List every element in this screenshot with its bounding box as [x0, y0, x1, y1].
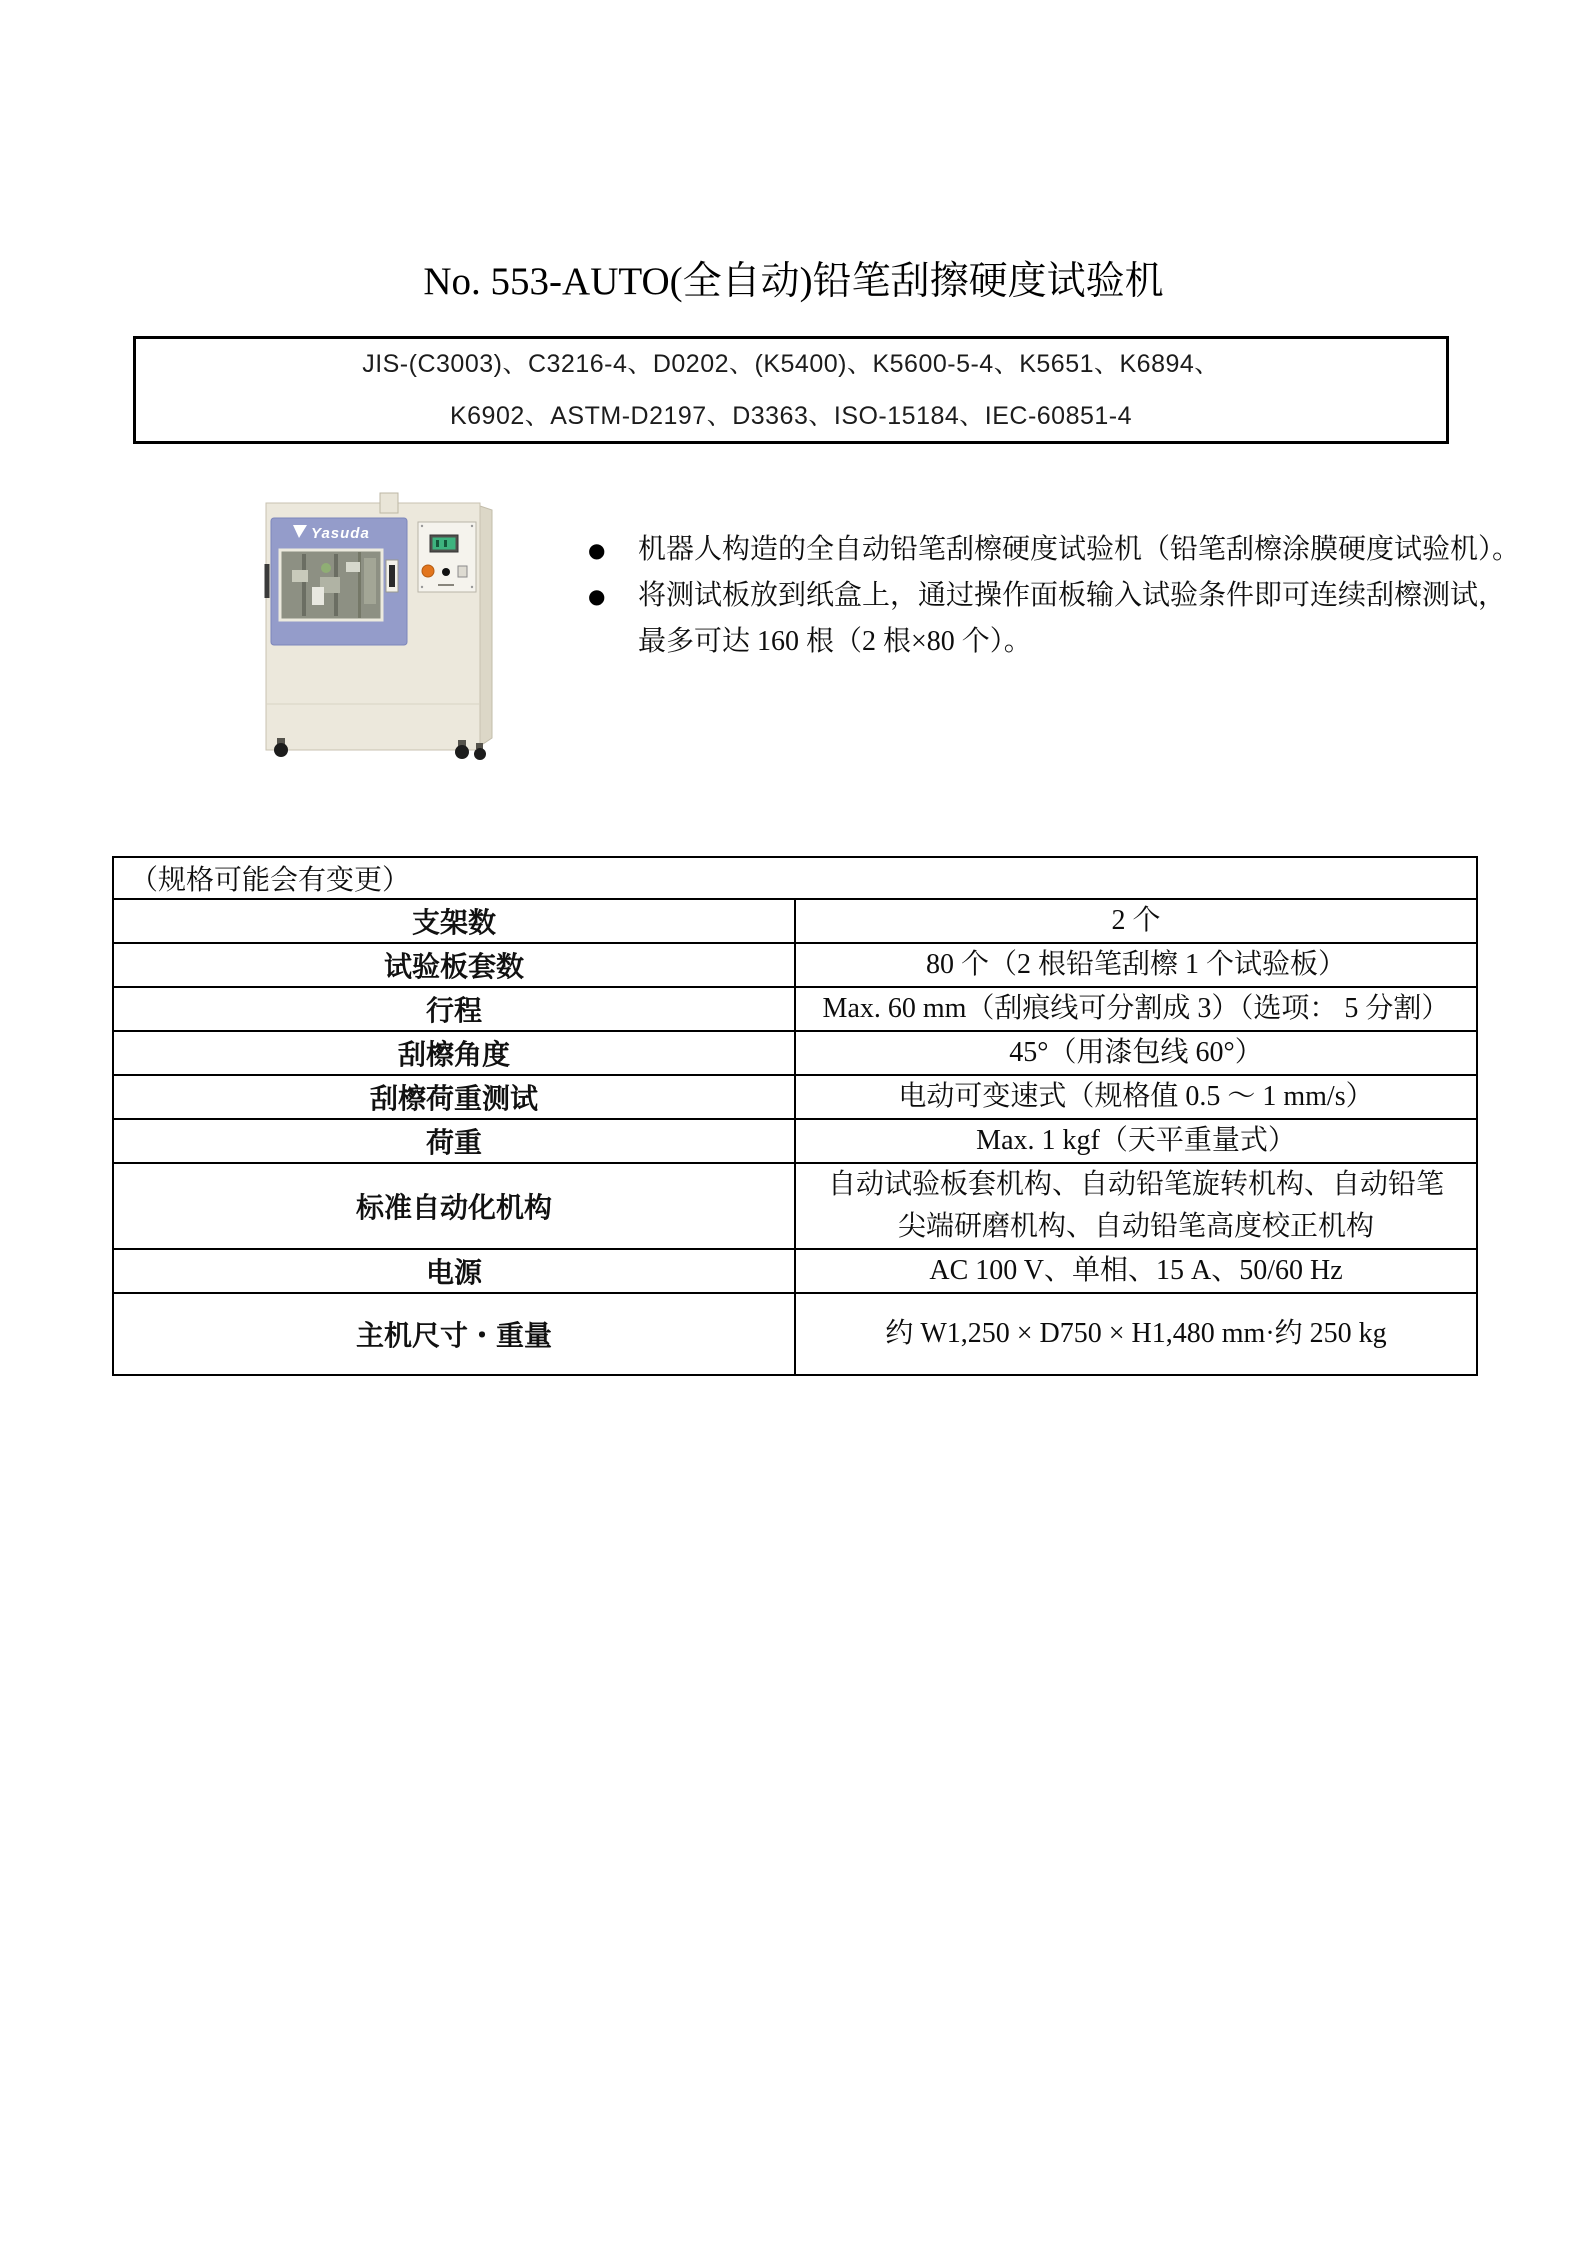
spec-row-power	[113, 1249, 1477, 1293]
product-photo	[262, 492, 494, 762]
lcd-digit	[436, 540, 439, 547]
spec-value: Max. 1 kgf（天平重量式）	[795, 1119, 1477, 1163]
emergency-stop-button	[422, 565, 434, 577]
feature-line: 机器人构造的全自动铅笔刮檫硬度试验机（铅笔刮檫涂膜硬度试验机）。	[638, 534, 1521, 565]
door-handle	[265, 564, 270, 598]
spec-value: AC 100 V、单相、15 A、50/60 Hz	[795, 1249, 1477, 1293]
spec-row-load-test	[113, 1075, 1477, 1119]
spec-label: 刮檫角度	[113, 1031, 795, 1075]
brand-logo: Yasuda	[311, 525, 370, 542]
spec-value: 电动可变速式（规格值 0.5 ～ 1 mm/s）	[795, 1075, 1477, 1119]
panel-label	[438, 584, 454, 586]
spec-value: 约 W1,250 × D750 × H1,480 mm·约 250 kg	[795, 1293, 1477, 1375]
standards-line-1: JIS-(C3003)、C3216-4、D0202、(K5400)、K5600-5-4、K5651、K6894、	[362, 350, 1220, 378]
spec-value: 80 个（2 根铅笔刮檫 1 个试验板）	[795, 943, 1477, 987]
feature-item-1	[588, 527, 1548, 573]
spec-label: 标准自动化机构	[113, 1163, 795, 1249]
spec-label: 行程	[113, 987, 795, 1031]
spec-row-automation	[113, 1163, 1477, 1249]
power-button	[442, 568, 450, 576]
spec-row-dimensions	[113, 1293, 1477, 1375]
spec-note: （规格可能会有变更）	[113, 857, 1477, 899]
spec-row-load	[113, 1119, 1477, 1163]
bullet-icon: ●	[588, 538, 606, 562]
spec-label: 主机尺寸・重量	[113, 1293, 795, 1375]
spec-label: 支架数	[113, 899, 795, 943]
feature-line: 最多可达 160 根（2 根×80 个）。	[638, 626, 1032, 657]
key-switch	[458, 566, 467, 577]
spec-note-row	[113, 857, 1477, 899]
standards-line-2: K6902、ASTM-D2197、D3363、ISO-15184、IEC-60851-4	[449, 402, 1133, 430]
spec-value: 45°（用漆包线 60°）	[795, 1031, 1477, 1075]
page-title: No. 553-AUTO(全自动)铅笔刮擦硬度试验机	[423, 260, 1164, 303]
spec-row-holders	[113, 899, 1477, 943]
spec-row-test-plates	[113, 943, 1477, 987]
feature-text	[638, 573, 1506, 665]
feature-item-2	[588, 573, 1548, 665]
tester-machine-illustration	[262, 492, 494, 762]
bullet-icon: ●	[588, 584, 606, 608]
machine-side-panel	[480, 506, 492, 746]
feature-list	[588, 527, 1548, 665]
lcd-digit	[444, 540, 447, 547]
spec-label: 试验板套数	[113, 943, 795, 987]
door-latch-slot	[389, 565, 395, 587]
screw-icon	[421, 525, 423, 527]
spec-value: 2 个	[795, 899, 1477, 943]
feature-line: 将测试板放到纸盒上，通过操作面板输入试验条件即可连续刮檫测试，	[638, 580, 1507, 611]
spec-label: 荷重	[113, 1119, 795, 1163]
spec-row-angle	[113, 1031, 1477, 1075]
spec-label: 电源	[113, 1249, 795, 1293]
spec-label: 刮檫荷重测试	[113, 1075, 795, 1119]
spec-value: 自动试验板套机构、自动铅笔旋转机构、自动铅笔尖端研磨机构、自动铅笔高度校正机构	[795, 1163, 1477, 1249]
screw-icon	[471, 586, 473, 588]
control-panel	[418, 522, 476, 592]
machine-top-box	[380, 493, 398, 513]
standards-box	[133, 336, 1449, 444]
spec-value: Max. 60 mm（刮痕线可分割成 3）（选项： 5 分割）	[795, 987, 1477, 1031]
spec-table	[112, 856, 1478, 1376]
spec-row-stroke	[113, 987, 1477, 1031]
feature-text	[638, 527, 1520, 573]
screw-icon	[471, 525, 473, 527]
screw-icon	[421, 586, 423, 588]
